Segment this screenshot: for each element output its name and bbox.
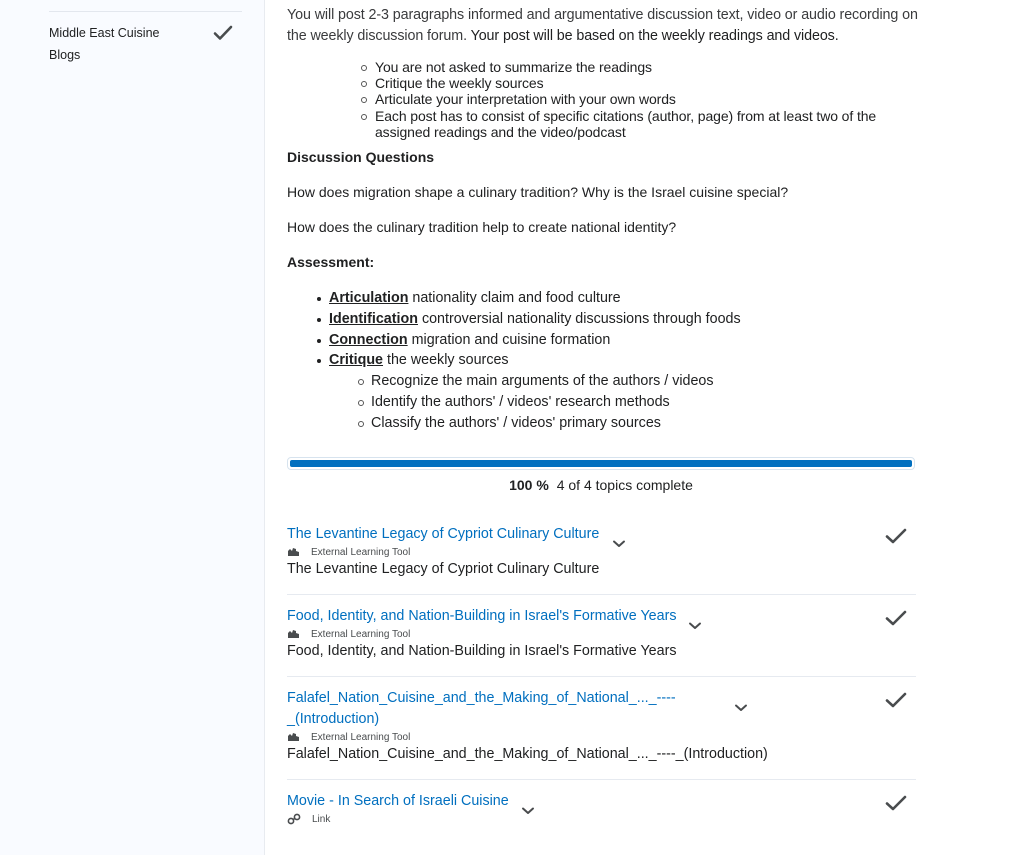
assessment-text: nationality claim and food culture bbox=[408, 290, 621, 306]
topic-type bbox=[287, 545, 916, 559]
checkmark-icon bbox=[885, 794, 907, 812]
assessment-item bbox=[329, 309, 889, 330]
topic-divider bbox=[287, 779, 916, 780]
progress-count: 4 of 4 topics complete bbox=[556, 477, 693, 493]
assessment-term: Connection bbox=[329, 331, 408, 348]
assessment-item bbox=[329, 330, 889, 351]
critique-subitem: Identify the authors' / videos' research methods bbox=[371, 392, 889, 413]
topic-title-link[interactable]: The Levantine Legacy of Cypriot Culinary Culture bbox=[287, 526, 600, 542]
topic-description: The Levantine Legacy of Cypriot Culinary Culture bbox=[287, 561, 600, 577]
assessment-text: controversial nationality discussions through foods bbox=[417, 310, 741, 327]
chevron-down-icon[interactable] bbox=[688, 621, 702, 631]
intro-text: You will post 2-3 paragraphs informed and argumentative discussion text, video or audio recording on the weekly discussion forum. bbox=[287, 7, 918, 44]
plugin-icon bbox=[287, 732, 300, 742]
assessment-heading: Assessment: bbox=[287, 254, 375, 270]
discussion-question: How does migration shape a culinary tradition? Why is the Israel cuisine special? bbox=[287, 184, 789, 200]
topic-title-line: _(Introduction) bbox=[287, 711, 380, 727]
critique-subitem: Classify the authors' / videos' primary sources bbox=[371, 413, 889, 434]
topic-type bbox=[287, 627, 916, 641]
guideline-item: Articulate your interpretation with your own words bbox=[358, 91, 918, 107]
discussion-questions-heading: Discussion Questions bbox=[287, 149, 435, 165]
critique-sublist bbox=[329, 371, 889, 433]
guideline-item: Critique the weekly sources bbox=[358, 75, 918, 91]
guideline-item: Each post has to consist of specific citations (author, page) from at least two of the assigned readings and the video/podcast bbox=[358, 108, 918, 140]
topic-divider bbox=[287, 594, 916, 595]
topic-type-label: External Learning Tool bbox=[311, 628, 411, 640]
plugin-icon bbox=[287, 547, 300, 557]
intro-paragraph bbox=[287, 5, 927, 47]
checkmark-icon bbox=[885, 609, 907, 627]
progress-bar-fill bbox=[290, 460, 912, 467]
assessment-text: the weekly sources bbox=[383, 352, 509, 369]
topic-description: Falafel_Nation_Cuisine_and_the_Making_of_National_..._----_(Introduction) bbox=[287, 746, 768, 762]
plugin-icon bbox=[287, 629, 300, 639]
topic-description: Food, Identity, and Nation-Building in Israel's Formative Years bbox=[287, 643, 677, 659]
topic-title-line: Falafel_Nation_Cuisine_and_the_Making_of_National_..._---- bbox=[287, 690, 676, 706]
chevron-down-icon[interactable] bbox=[612, 539, 626, 549]
topic-type-label: Link bbox=[312, 813, 331, 825]
guideline-item: You are not asked to summarize the readings bbox=[358, 59, 918, 75]
topic-title-link[interactable]: Food, Identity, and Nation-Building in Israel's Formative Years bbox=[287, 608, 677, 624]
topic-type-label: External Learning Tool bbox=[311, 731, 411, 743]
progress-bar bbox=[287, 457, 915, 470]
topic-title-link[interactable]: Movie - In Search of Israeli Cuisine bbox=[287, 793, 509, 809]
assessment-item bbox=[329, 288, 889, 309]
critique-subitem: Recognize the main arguments of the authors / videos bbox=[371, 371, 889, 392]
assessment-term: Critique bbox=[329, 352, 384, 369]
sidebar-item-blogs[interactable]: Blogs bbox=[49, 48, 81, 62]
topic-item bbox=[287, 606, 916, 662]
progress-percent: 100 % bbox=[509, 477, 549, 493]
assessment-item bbox=[329, 350, 889, 433]
sidebar bbox=[0, 0, 265, 855]
topic-item bbox=[287, 688, 916, 765]
chevron-down-icon[interactable] bbox=[521, 806, 535, 816]
topic-item bbox=[287, 524, 916, 580]
progress-summary bbox=[287, 477, 915, 493]
topic-type bbox=[287, 812, 916, 826]
assessment-term: Articulation bbox=[329, 290, 409, 306]
link-icon bbox=[287, 813, 301, 825]
topic-title-link[interactable] bbox=[287, 688, 676, 730]
checkmark-icon bbox=[885, 527, 907, 545]
guidelines-list bbox=[358, 59, 918, 140]
assessment-term: Identification bbox=[329, 310, 418, 327]
assessment-list bbox=[329, 288, 889, 434]
intro-text-emphasis: Your post will be based on the weekly readings and videos. bbox=[466, 28, 839, 44]
sidebar-divider bbox=[49, 11, 242, 12]
topic-item bbox=[287, 791, 916, 826]
assessment-text: migration and cuisine formation bbox=[407, 331, 611, 348]
checkmark-icon bbox=[213, 24, 233, 42]
topic-type-label: External Learning Tool bbox=[311, 546, 411, 558]
topic-type bbox=[287, 730, 916, 744]
sidebar-item-middle-east-cuisine[interactable]: Middle East Cuisine bbox=[49, 26, 160, 40]
topic-divider bbox=[287, 676, 916, 677]
discussion-question: How does the culinary tradition help to create national identity? bbox=[287, 219, 677, 235]
chevron-down-icon[interactable] bbox=[734, 703, 748, 713]
checkmark-icon bbox=[885, 691, 907, 709]
